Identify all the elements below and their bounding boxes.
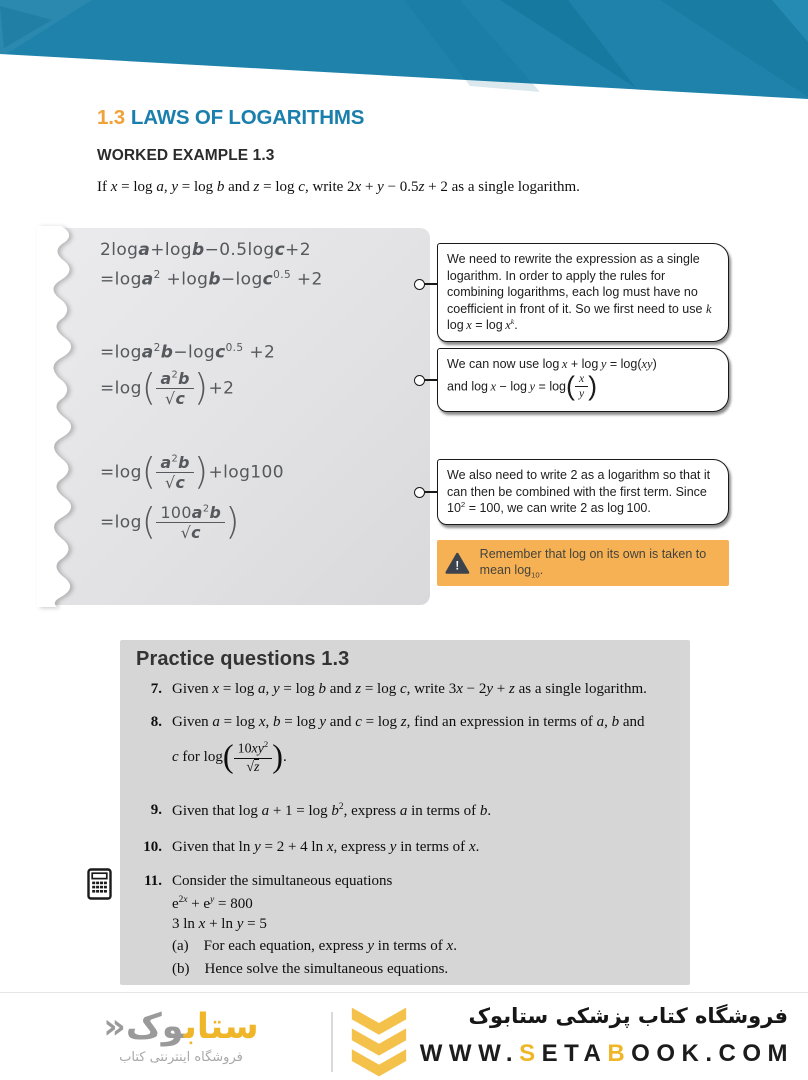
- warning-box: [437, 540, 729, 586]
- website-url: WWW.SETABOOK.COM: [419, 1040, 794, 1067]
- question-11-part-a: [120, 938, 680, 955]
- warning-text: Remember that log on its own is taken to mean $\log_{10}$.: [479, 546, 707, 580]
- question-text: (b) Hence solve the simultaneous equations.: [172, 961, 449, 977]
- question-text: Given that ln y = 2 + 4 ln x, express y in terms of x.: [172, 839, 480, 855]
- question-text: Given that $\log a + 1 = \log b^2$, express a in terms of b.: [172, 802, 492, 819]
- connector-line: [424, 491, 437, 493]
- callout-box-1: We need to rewrite the expression as a single logarithm. In order to apply the rules for combining logarithms, each log must have no coefficient in front of it. So we first need to use k $\log x = \log x^k$.: [437, 243, 729, 342]
- connector-line: [424, 379, 437, 381]
- brand-logo: [52, 1008, 310, 1065]
- footer-divider: [0, 992, 808, 993]
- section-title: LAWS OF LOGARITHMS: [130, 106, 365, 129]
- question-11-equation-2: [120, 916, 680, 933]
- svg-text:!: !: [455, 560, 460, 573]
- brand-wordmark: ستابوک«: [103, 1007, 259, 1047]
- banner-graphic: [0, 0, 808, 102]
- question-text: (a) For each equation, express y in terms of x.: [172, 938, 457, 954]
- worked-example-card: [45, 228, 430, 605]
- question-text: c for log( $\frac{10xy^2}{√z}$ ).: [172, 738, 287, 775]
- question-8-line-2: [120, 740, 680, 775]
- worked-example-title: WORKED EXAMPLE 1.3: [97, 147, 275, 164]
- question-11-equation-1: [120, 895, 680, 913]
- connector-line: [424, 283, 437, 285]
- practice-title: Practice questions 1.3: [136, 648, 350, 670]
- question-number: 11.: [144, 873, 162, 889]
- question-number: 7.: [150, 681, 162, 697]
- question-11: [120, 873, 680, 890]
- equation: 3 ln x + ln y = 5: [172, 916, 267, 932]
- store-name: فروشگاه کتاب پزشکی ستابوک: [468, 1004, 788, 1028]
- math-line-4: =log( $\frac{a^2b}{√c}$ )+2: [100, 365, 235, 409]
- question-9: [120, 802, 680, 820]
- section-number: 1.3: [97, 106, 125, 129]
- math-line-1: 2loga+logb−0.5logc+2: [100, 240, 311, 260]
- practice-questions-card: [120, 640, 690, 985]
- question-number: 8.: [150, 714, 162, 730]
- callout-box-3: We also need to write 2 as a logarithm so that it can then be combined with the first term. Since $10^2 = 100$, we can write 2 as log 100.: [437, 459, 729, 525]
- math-line-3: =loga$^2$b−logc$^{0.5}$ +2: [100, 342, 276, 363]
- question-text: Given x = log a, y = log b and z = log c, write 3x − 2y + z as a single logarithm.: [172, 681, 647, 697]
- question-7: [120, 681, 680, 698]
- math-line-5: =log( $\frac{a^2b}{√c}$ )+log100: [100, 449, 284, 493]
- problem-statement: If x = log a, y = log b and z = log c, write 2x + y − 0.5z + 2 as a single logarithm.: [97, 179, 580, 195]
- chevron-logo-icon: [346, 1004, 412, 1080]
- math-line-6: =log( $\frac{100a^2b}{√c}$ ): [100, 499, 240, 543]
- brand-tagline: فروشگاه اینترنتی کتاب: [119, 1049, 243, 1065]
- warning-icon: [445, 550, 470, 577]
- section-heading: [97, 106, 364, 130]
- question-text: Consider the simultaneous equations: [172, 873, 393, 889]
- question-number: 9.: [150, 802, 162, 818]
- torn-paper-edge: [37, 226, 83, 607]
- math-line-2: =loga$^2$ +logb−logc$^{0.5}$ +2: [100, 269, 323, 290]
- question-8: [120, 714, 680, 731]
- callout-box-2: We can now use log x + log y = log(xy) and log x − log y = log( $\frac{x}{y}$ ): [437, 348, 729, 412]
- question-number: 10.: [143, 839, 162, 855]
- calculator-icon: [87, 868, 112, 900]
- question-11-part-b: [120, 961, 680, 978]
- question-10: [120, 839, 680, 856]
- footer-vertical-divider: [331, 1012, 333, 1072]
- question-text: Given a = log x, b = log y and c = log z, find an expression in terms of a, b and: [172, 714, 645, 730]
- equation: $e^{2x} + e^y = 800$: [172, 895, 253, 912]
